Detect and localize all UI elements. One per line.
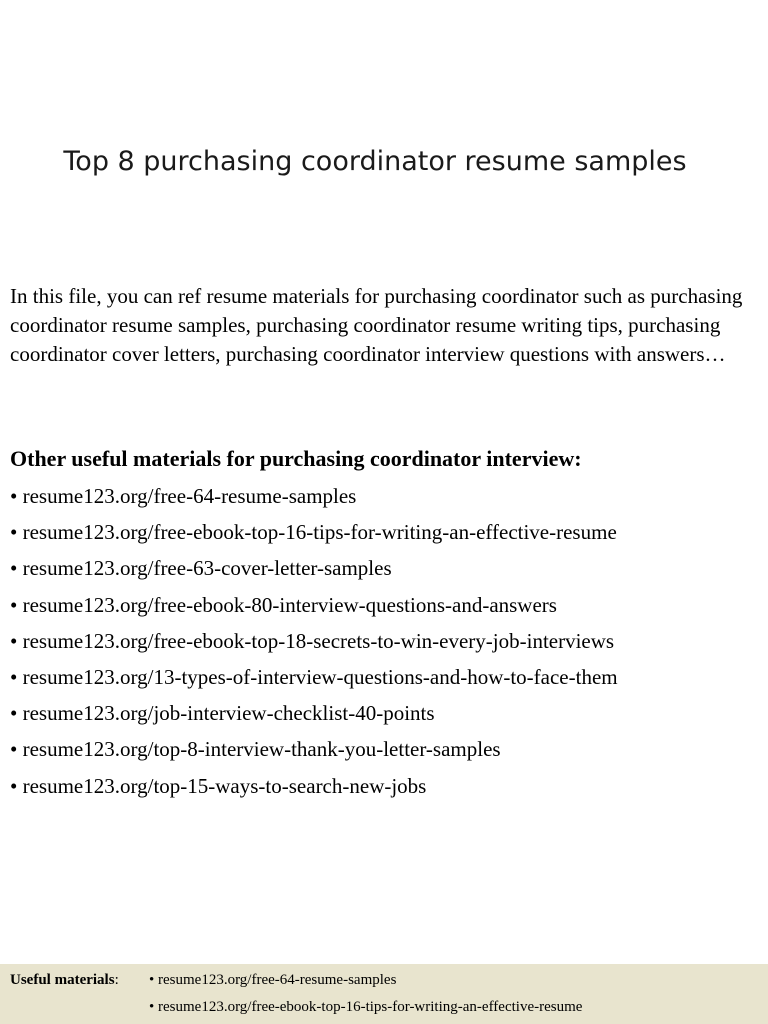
materials-link-list — [10, 479, 618, 805]
materials-link[interactable]: • resume123.org/free-64-resume-samples — [10, 479, 618, 515]
materials-heading: Other useful materials for purchasing coordinator interview: — [10, 446, 582, 471]
materials-link[interactable]: • resume123.org/free-ebook-80-interview-questions-and-answers — [10, 588, 618, 624]
materials-link[interactable]: • resume123.org/free-ebook-top-18-secrets-to-win-every-job-interviews — [10, 624, 618, 660]
footer-label-colon: : — [114, 972, 119, 988]
footer-link[interactable]: • resume123.org/free-64-resume-samples — [149, 972, 396, 989]
materials-link[interactable]: • resume123.org/free-63-cover-letter-samples — [10, 551, 618, 587]
materials-link[interactable]: • resume123.org/job-interview-checklist-40-points — [10, 696, 618, 732]
footer-link[interactable]: • resume123.org/free-ebook-top-16-tips-for-writing-an-effective-resume — [149, 999, 582, 1016]
materials-link[interactable]: • resume123.org/13-types-of-interview-questions-and-how-to-face-them — [10, 660, 618, 696]
footer-label-text: Useful materials — [10, 972, 115, 988]
intro-paragraph: In this file, you can ref resume materials for purchasing coordinator such as purchasing coordinator resume samples, purchasing coordinator resume writing tips, purchasing coordinator cover letters, purchasing coordinator interview questions with answers… — [10, 284, 743, 366]
materials-link[interactable]: • resume123.org/top-15-ways-to-search-new-jobs — [10, 769, 618, 805]
page-title: Top 8 purchasing coordinator resume samples — [63, 146, 687, 177]
footer-bar — [0, 964, 768, 1024]
footer-label — [10, 972, 119, 989]
materials-link[interactable]: • resume123.org/top-8-interview-thank-you-letter-samples — [10, 732, 618, 768]
materials-link[interactable]: • resume123.org/free-ebook-top-16-tips-for-writing-an-effective-resume — [10, 515, 618, 551]
